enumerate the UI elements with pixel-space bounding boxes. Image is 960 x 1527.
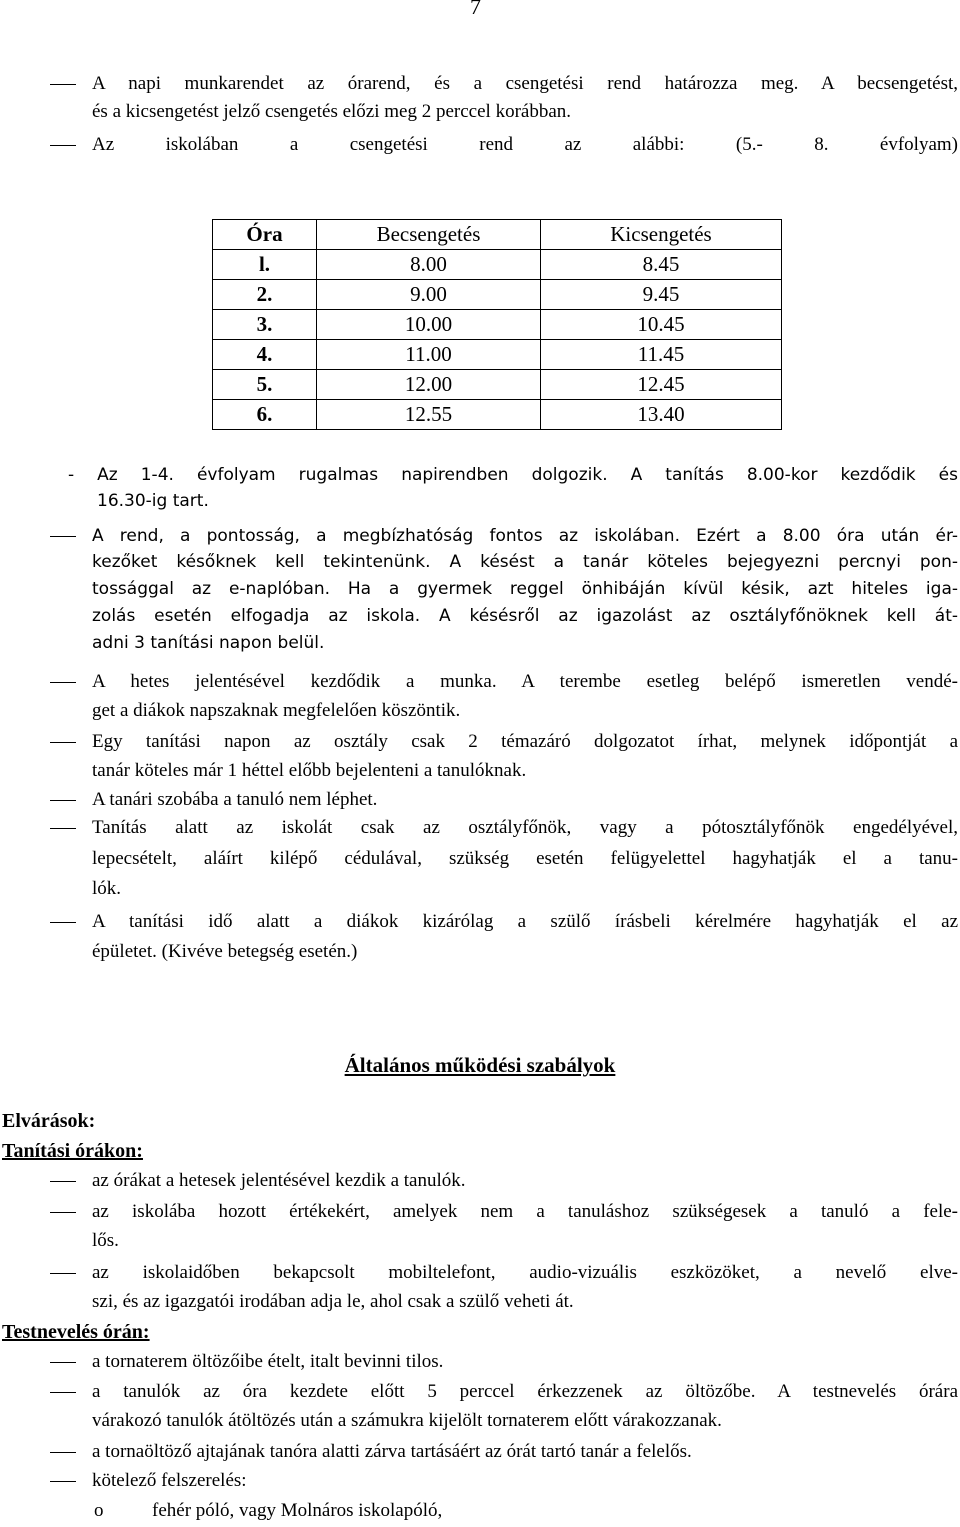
text-line: és a kicsengetést jelző csengetés előzi meg 2 perccel korábban. bbox=[92, 101, 572, 122]
cell: 2. bbox=[213, 280, 317, 310]
dash-bullet bbox=[50, 742, 76, 743]
cell: 11.45 bbox=[541, 340, 782, 370]
text-line: szi, és az igazgatói irodában adja le, ahol csak a szülő veheti át. bbox=[92, 1291, 574, 1312]
text-line: a tanulók az óra kezdete előtt 5 perccel érkezzenek az öltözőbe. A testnevelés órára bbox=[92, 1381, 958, 1402]
text-line: Egy tanítási napon az osztály csak 2 témazáró dolgozatot írhat, melynek időpontját a bbox=[92, 731, 958, 752]
text-line: lepecsételt, aláírt kilépő cédulával, szükség esetén felügyelettel hagyhatják el a tanu- bbox=[92, 848, 958, 869]
text-line: adni 3 tanítási napon belül. bbox=[92, 633, 325, 653]
table-row bbox=[213, 250, 782, 280]
dash-bullet bbox=[50, 922, 76, 923]
text-line: - Az 1-4. évfolyam rugalmas napirendben dolgozik. A tanítás 8.00-kor kezdődik és bbox=[68, 465, 958, 485]
cell: 4. bbox=[213, 340, 317, 370]
text-line: kezőket későknek kell tekintenünk. A késést a tanár köteles bejegyezni percnyi pon- bbox=[92, 552, 958, 572]
column-header: Kicsengetés bbox=[541, 220, 782, 250]
column-header: Óra bbox=[213, 220, 317, 250]
dash-bullet bbox=[50, 1212, 76, 1213]
text-line: az iskolába hozott értékekért, amelyek nem a tanuláshoz szükségesek a tanuló a fele- bbox=[92, 1201, 958, 1222]
cell: 10.00 bbox=[317, 310, 541, 340]
cell: 12.45 bbox=[541, 370, 782, 400]
dash-bullet bbox=[50, 1362, 76, 1363]
page-number: 7 bbox=[470, 0, 481, 19]
text-line: Tanítás alatt az iskolát csak az osztályfőnök, vagy a pótosztályfőnök engedélyével, bbox=[92, 817, 958, 838]
text-line: épületet. (Kivéve betegség esetén.) bbox=[92, 941, 358, 962]
table-row bbox=[213, 340, 782, 370]
cell: 10.45 bbox=[541, 310, 782, 340]
dash-bullet bbox=[50, 1273, 76, 1274]
cell: 9.00 bbox=[317, 280, 541, 310]
text-line: a tornaöltöző ajtajának tanóra alatti zárva tartásáért az órát tartó tanár a felelős. bbox=[92, 1441, 692, 1462]
text-line: tanár köteles már 1 héttel előbb bejelenteni a tanulóknak. bbox=[92, 760, 527, 781]
text-line: A tanítási idő alatt a diákok kizárólag a szülő írásbeli kérelmére hagyhatják el az bbox=[92, 911, 958, 932]
text-line: lős. bbox=[92, 1230, 119, 1251]
text-line: várakozó tanulók átöltözés után a számukra kijelölt tornaterem előtt várakozzanak. bbox=[92, 1410, 722, 1431]
text-line: A hetes jelentésével kezdődik a munka. A terembe esetleg belépő ismeretlen vendé- bbox=[92, 671, 958, 692]
table-row bbox=[213, 310, 782, 340]
text-line: zolás esetén elfogadja az iskola. A késésről az igazolást az osztályfőnöknek kell át- bbox=[92, 606, 958, 626]
cell: 3. bbox=[213, 310, 317, 340]
cell: 12.55 bbox=[317, 400, 541, 430]
cell: 8.00 bbox=[317, 250, 541, 280]
text-line: 16.30-ig tart. bbox=[97, 491, 209, 511]
cell: 8.45 bbox=[541, 250, 782, 280]
text-line: get a diákok napszaknak megfelelően köszöntik. bbox=[92, 700, 461, 721]
lessons-label: Tanítási órákon: bbox=[2, 1140, 143, 1162]
dash-bullet bbox=[50, 145, 76, 146]
dash-bullet bbox=[50, 800, 76, 801]
dash-bullet bbox=[50, 1481, 76, 1482]
dash-bullet bbox=[50, 536, 76, 537]
table-row bbox=[213, 280, 782, 310]
text-line: az iskolaidőben bekapcsolt mobiltelefont, audio-vizuális eszközöket, a nevelő elve- bbox=[92, 1262, 958, 1283]
o-bullet: o bbox=[94, 1500, 104, 1521]
dash-bullet bbox=[50, 682, 76, 683]
dash-bullet bbox=[50, 1181, 76, 1182]
cell: 9.45 bbox=[541, 280, 782, 310]
dash-bullet bbox=[50, 828, 76, 829]
cell: 6. bbox=[213, 400, 317, 430]
dash-bullet bbox=[50, 1392, 76, 1393]
cell: l. bbox=[213, 250, 317, 280]
cell: 12.00 bbox=[317, 370, 541, 400]
text-line: A rend, a pontosság, a megbízhatóság fontos az iskolában. Ezért a 8.00 óra után ér- bbox=[92, 526, 958, 546]
text-line: a tornaterem öltözőibe ételt, italt bevinni tilos. bbox=[92, 1351, 444, 1372]
dash-bullet bbox=[50, 1452, 76, 1453]
text-line: Az iskolában a csengetési rend az alábbi: (5.- 8. évfolyam) bbox=[92, 134, 958, 155]
column-header: Becsengetés bbox=[317, 220, 541, 250]
table-row bbox=[213, 400, 782, 430]
cell: 13.40 bbox=[541, 400, 782, 430]
table-header-row bbox=[213, 220, 782, 250]
text-line: lók. bbox=[92, 878, 122, 899]
cell: 5. bbox=[213, 370, 317, 400]
text-line: az órákat a hetesek jelentésével kezdik a tanulók. bbox=[92, 1170, 466, 1191]
bell-schedule-table bbox=[212, 219, 782, 430]
section-heading: Általános működési szabályok bbox=[344, 1053, 616, 1077]
text-line: A napi munkarendet az órarend, és a csengetési rend határozza meg. A becsengetést, bbox=[92, 73, 958, 94]
dash-bullet bbox=[50, 84, 76, 85]
expectations-label: Elvárások: bbox=[2, 1110, 96, 1132]
text-line: fehér póló, vagy Molnáros iskolapóló, bbox=[152, 1500, 443, 1521]
pe-label: Testnevelés órán: bbox=[2, 1321, 150, 1343]
table-row bbox=[213, 370, 782, 400]
text-line: A tanári szobába a tanuló nem léphet. bbox=[92, 789, 378, 810]
cell: 11.00 bbox=[317, 340, 541, 370]
text-line: tossággal az e-naplóban. Ha a gyermek reggel önhibáján kívül késik, azt hiteles iga- bbox=[92, 579, 958, 599]
text-line: kötelező felszerelés: bbox=[92, 1470, 247, 1491]
